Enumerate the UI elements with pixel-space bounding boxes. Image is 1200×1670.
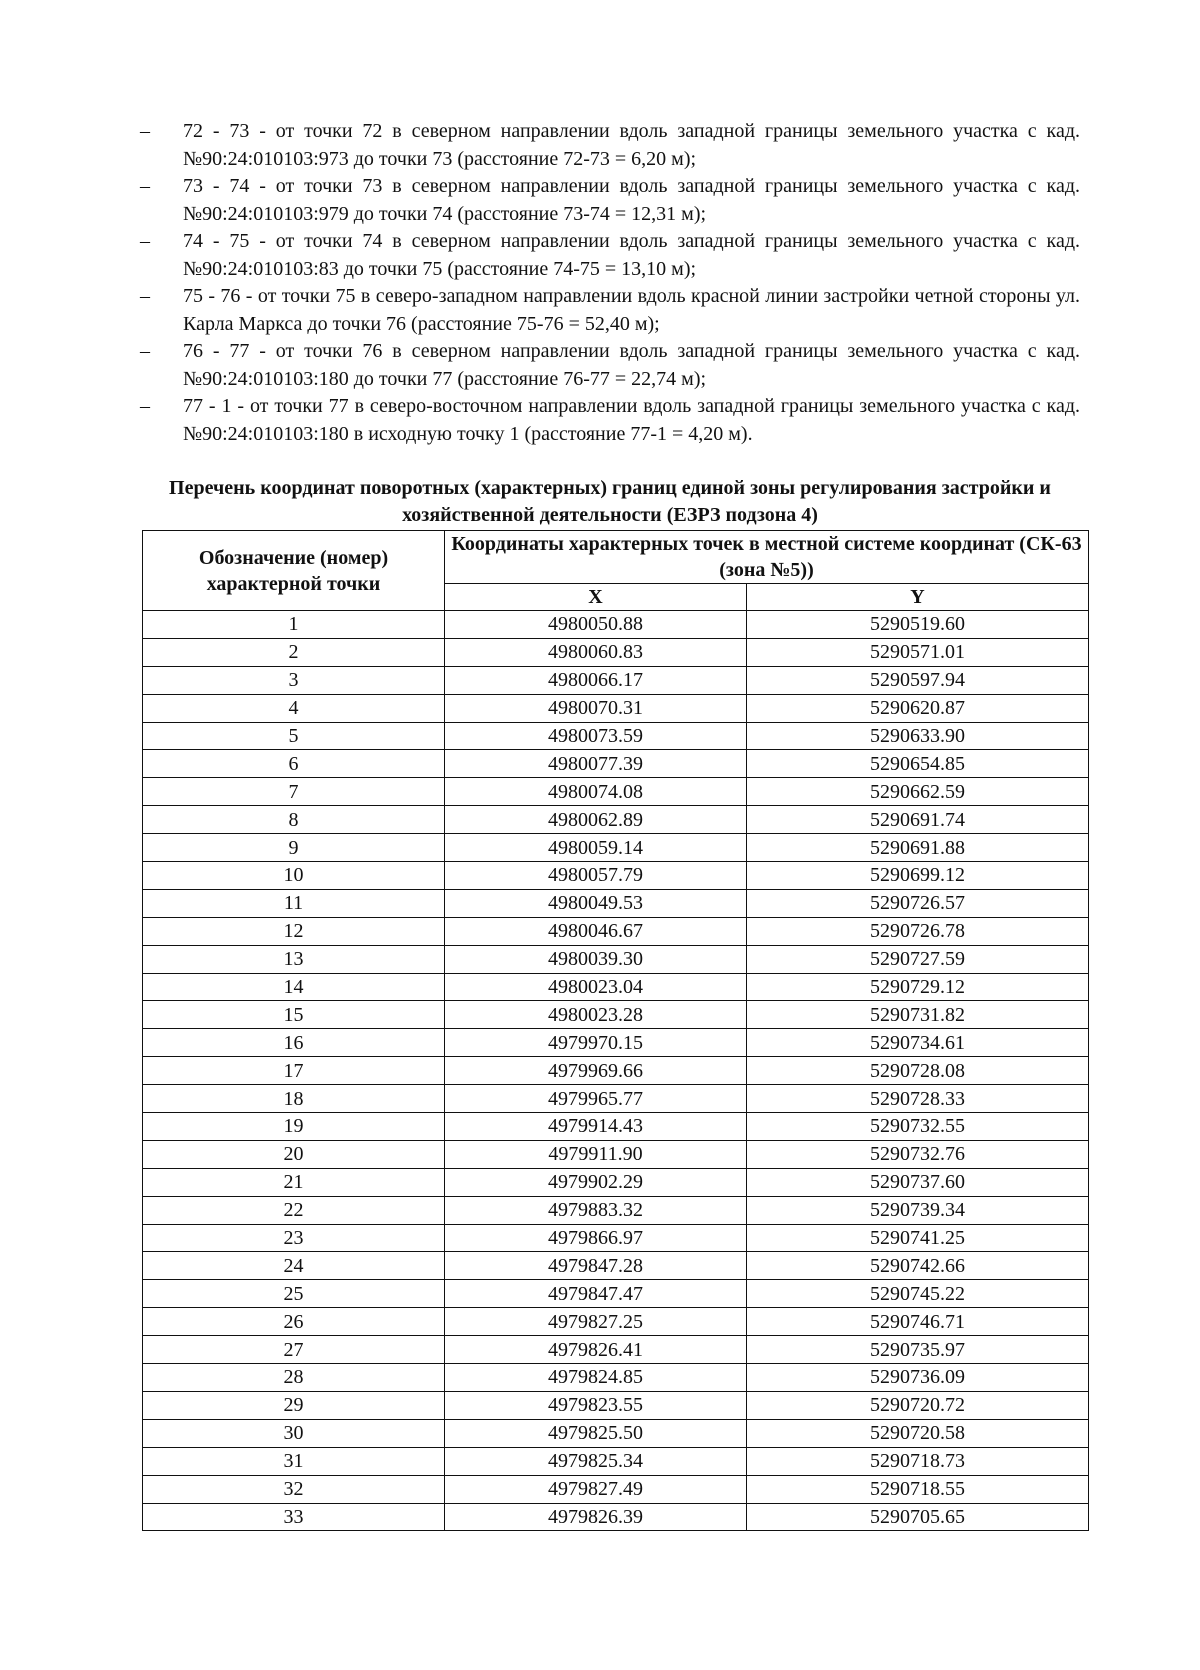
point-number-cell: 16 xyxy=(143,1029,445,1057)
table-row xyxy=(143,1419,1089,1447)
y-coordinate-cell: 5290620.87 xyxy=(747,694,1089,722)
column-header-x: X xyxy=(445,584,747,611)
point-number-cell: 17 xyxy=(143,1057,445,1085)
y-coordinate-cell: 5290739.34 xyxy=(747,1196,1089,1224)
point-number-cell: 5 xyxy=(143,722,445,750)
y-coordinate-cell: 5290728.08 xyxy=(747,1057,1089,1085)
x-coordinate-cell: 4979970.15 xyxy=(445,1029,747,1057)
point-number-cell: 30 xyxy=(143,1419,445,1447)
point-number-cell: 26 xyxy=(143,1308,445,1336)
x-coordinate-cell: 4979825.50 xyxy=(445,1419,747,1447)
y-coordinate-cell: 5290734.61 xyxy=(747,1029,1089,1057)
x-coordinate-cell: 4979883.32 xyxy=(445,1196,747,1224)
y-coordinate-cell: 5290736.09 xyxy=(747,1364,1089,1392)
table-row xyxy=(143,834,1089,862)
x-coordinate-cell: 4979902.29 xyxy=(445,1168,747,1196)
point-number-cell: 4 xyxy=(143,694,445,722)
column-header-y: Y xyxy=(747,584,1089,611)
y-coordinate-cell: 5290732.55 xyxy=(747,1113,1089,1141)
table-row xyxy=(143,778,1089,806)
point-number-cell: 10 xyxy=(143,862,445,890)
y-coordinate-cell: 5290745.22 xyxy=(747,1280,1089,1308)
table-row xyxy=(143,1391,1089,1419)
table-row xyxy=(143,1001,1089,1029)
x-coordinate-cell: 4980023.04 xyxy=(445,973,747,1001)
y-coordinate-cell: 5290699.12 xyxy=(747,862,1089,890)
x-coordinate-cell: 4979824.85 xyxy=(445,1364,747,1392)
x-coordinate-cell: 4980050.88 xyxy=(445,611,747,639)
table-row xyxy=(143,1336,1089,1364)
x-coordinate-cell: 4980073.59 xyxy=(445,722,747,750)
y-coordinate-cell: 5290654.85 xyxy=(747,750,1089,778)
table-row xyxy=(143,1085,1089,1113)
y-coordinate-cell: 5290735.97 xyxy=(747,1336,1089,1364)
table-row xyxy=(143,694,1089,722)
segment-item: – 75 - 76 - от точки 75 в северо-западном направлении вдоль красной линии застройки четной стороны ул. Карла Маркса до точки 76 (расстояние 75-76 = 52,40 м); xyxy=(140,283,1080,338)
y-coordinate-cell: 5290718.55 xyxy=(747,1475,1089,1503)
table-row xyxy=(143,722,1089,750)
table-row xyxy=(143,1029,1089,1057)
x-coordinate-cell: 4980060.83 xyxy=(445,638,747,666)
x-coordinate-cell: 4980023.28 xyxy=(445,1001,747,1029)
point-number-cell: 8 xyxy=(143,806,445,834)
point-number-cell: 18 xyxy=(143,1085,445,1113)
point-number-cell: 12 xyxy=(143,917,445,945)
y-coordinate-cell: 5290737.60 xyxy=(747,1168,1089,1196)
x-coordinate-cell: 4980039.30 xyxy=(445,945,747,973)
point-number-cell: 3 xyxy=(143,666,445,694)
table-row xyxy=(143,1475,1089,1503)
point-number-cell: 6 xyxy=(143,750,445,778)
point-number-cell: 32 xyxy=(143,1475,445,1503)
x-coordinate-cell: 4979847.47 xyxy=(445,1280,747,1308)
table-row xyxy=(143,1113,1089,1141)
y-coordinate-cell: 5290691.88 xyxy=(747,834,1089,862)
point-number-cell: 29 xyxy=(143,1391,445,1419)
point-number-cell: 22 xyxy=(143,1196,445,1224)
y-coordinate-cell: 5290519.60 xyxy=(747,611,1089,639)
y-coordinate-cell: 5290741.25 xyxy=(747,1224,1089,1252)
x-coordinate-cell: 4979969.66 xyxy=(445,1057,747,1085)
y-coordinate-cell: 5290729.12 xyxy=(747,973,1089,1001)
point-number-cell: 14 xyxy=(143,973,445,1001)
x-coordinate-cell: 4979965.77 xyxy=(445,1085,747,1113)
y-coordinate-cell: 5290571.01 xyxy=(747,638,1089,666)
y-coordinate-cell: 5290691.74 xyxy=(747,806,1089,834)
y-coordinate-cell: 5290720.72 xyxy=(747,1391,1089,1419)
coordinates-table-body xyxy=(143,611,1089,1531)
table-row xyxy=(143,1447,1089,1475)
table-row xyxy=(143,611,1089,639)
x-coordinate-cell: 4980059.14 xyxy=(445,834,747,862)
segment-item: – 73 - 74 - от точки 73 в северном направлении вдоль западной границы земельного участка с кад. №90:24:010103:979 до точки 74 (расстояние 73-74 = 12,31 м); xyxy=(140,173,1080,228)
table-row xyxy=(143,917,1089,945)
x-coordinate-cell: 4979866.97 xyxy=(445,1224,747,1252)
point-number-cell: 2 xyxy=(143,638,445,666)
table-row xyxy=(143,750,1089,778)
x-coordinate-cell: 4980049.53 xyxy=(445,889,747,917)
column-header-coordinates: Координаты характерных точек в местной системе координат (СК-63 (зона №5)) xyxy=(445,531,1089,584)
segment-item: – 72 - 73 - от точки 72 в северном направлении вдоль западной границы земельного участка с кад. №90:24:010103:973 до точки 73 (расстояние 72-73 = 6,20 м); xyxy=(140,118,1080,173)
table-row xyxy=(143,638,1089,666)
x-coordinate-cell: 4979826.41 xyxy=(445,1336,747,1364)
point-number-cell: 33 xyxy=(143,1503,445,1531)
table-row xyxy=(143,1168,1089,1196)
x-coordinate-cell: 4979823.55 xyxy=(445,1391,747,1419)
y-coordinate-cell: 5290746.71 xyxy=(747,1308,1089,1336)
x-coordinate-cell: 4979825.34 xyxy=(445,1447,747,1475)
y-coordinate-cell: 5290726.78 xyxy=(747,917,1089,945)
point-number-cell: 21 xyxy=(143,1168,445,1196)
point-number-cell: 25 xyxy=(143,1280,445,1308)
x-coordinate-cell: 4979914.43 xyxy=(445,1113,747,1141)
table-row xyxy=(143,973,1089,1001)
table-row xyxy=(143,1280,1089,1308)
point-number-cell: 19 xyxy=(143,1113,445,1141)
y-coordinate-cell: 5290742.66 xyxy=(747,1252,1089,1280)
table-title: Перечень координат поворотных (характерных) границ единой зоны регулирования застройки и хозяйственной деятельности (ЕЗРЗ подзона 4) xyxy=(169,477,1051,526)
y-coordinate-cell: 5290727.59 xyxy=(747,945,1089,973)
point-number-cell: 27 xyxy=(143,1336,445,1364)
table-row xyxy=(143,862,1089,890)
x-coordinate-cell: 4979847.28 xyxy=(445,1252,747,1280)
boundary-segment-list xyxy=(140,118,1080,448)
y-coordinate-cell: 5290732.76 xyxy=(747,1140,1089,1168)
table-row xyxy=(143,1140,1089,1168)
table-row xyxy=(143,1364,1089,1392)
point-number-cell: 20 xyxy=(143,1140,445,1168)
table-row xyxy=(143,666,1089,694)
x-coordinate-cell: 4980057.79 xyxy=(445,862,747,890)
point-number-cell: 23 xyxy=(143,1224,445,1252)
table-row xyxy=(143,1057,1089,1085)
x-coordinate-cell: 4980070.31 xyxy=(445,694,747,722)
x-coordinate-cell: 4980066.17 xyxy=(445,666,747,694)
table-row xyxy=(143,1503,1089,1531)
table-row xyxy=(143,1224,1089,1252)
y-coordinate-cell: 5290662.59 xyxy=(747,778,1089,806)
coordinates-table xyxy=(142,530,1089,1531)
x-coordinate-cell: 4980046.67 xyxy=(445,917,747,945)
x-coordinate-cell: 4979827.49 xyxy=(445,1475,747,1503)
point-number-cell: 15 xyxy=(143,1001,445,1029)
y-coordinate-cell: 5290597.94 xyxy=(747,666,1089,694)
y-coordinate-cell: 5290633.90 xyxy=(747,722,1089,750)
point-number-cell: 24 xyxy=(143,1252,445,1280)
x-coordinate-cell: 4980062.89 xyxy=(445,806,747,834)
point-number-cell: 1 xyxy=(143,611,445,639)
table-row xyxy=(143,889,1089,917)
x-coordinate-cell: 4980077.39 xyxy=(445,750,747,778)
y-coordinate-cell: 5290705.65 xyxy=(747,1503,1089,1531)
table-row xyxy=(143,1196,1089,1224)
point-number-cell: 31 xyxy=(143,1447,445,1475)
x-coordinate-cell: 4979826.39 xyxy=(445,1503,747,1531)
segment-item: – 74 - 75 - от точки 74 в северном направлении вдоль западной границы земельного участка с кад. №90:24:010103:83 до точки 75 (расстояние 74-75 = 13,10 м); xyxy=(140,228,1080,283)
y-coordinate-cell: 5290728.33 xyxy=(747,1085,1089,1113)
table-row xyxy=(143,1308,1089,1336)
table-row xyxy=(143,1252,1089,1280)
point-number-cell: 7 xyxy=(143,778,445,806)
column-header-point: Обозначение (номер) характерной точки xyxy=(143,531,445,611)
point-number-cell: 11 xyxy=(143,889,445,917)
table-row xyxy=(143,806,1089,834)
point-number-cell: 9 xyxy=(143,834,445,862)
point-number-cell: 28 xyxy=(143,1364,445,1392)
y-coordinate-cell: 5290718.73 xyxy=(747,1447,1089,1475)
table-row xyxy=(143,945,1089,973)
segment-item: – 76 - 77 - от точки 76 в северном направлении вдоль западной границы земельного участка с кад. №90:24:010103:180 до точки 77 (расстояние 76-77 = 22,74 м); xyxy=(140,338,1080,393)
y-coordinate-cell: 5290726.57 xyxy=(747,889,1089,917)
x-coordinate-cell: 4980074.08 xyxy=(445,778,747,806)
y-coordinate-cell: 5290731.82 xyxy=(747,1001,1089,1029)
x-coordinate-cell: 4979827.25 xyxy=(445,1308,747,1336)
point-number-cell: 13 xyxy=(143,945,445,973)
y-coordinate-cell: 5290720.58 xyxy=(747,1419,1089,1447)
segment-item: – 77 - 1 - от точки 77 в северо-восточном направлении вдоль западной границы земельного участка с кад. №90:24:010103:180 в исходную точку 1 (расстояние 77-1 = 4,20 м). xyxy=(140,393,1080,448)
x-coordinate-cell: 4979911.90 xyxy=(445,1140,747,1168)
